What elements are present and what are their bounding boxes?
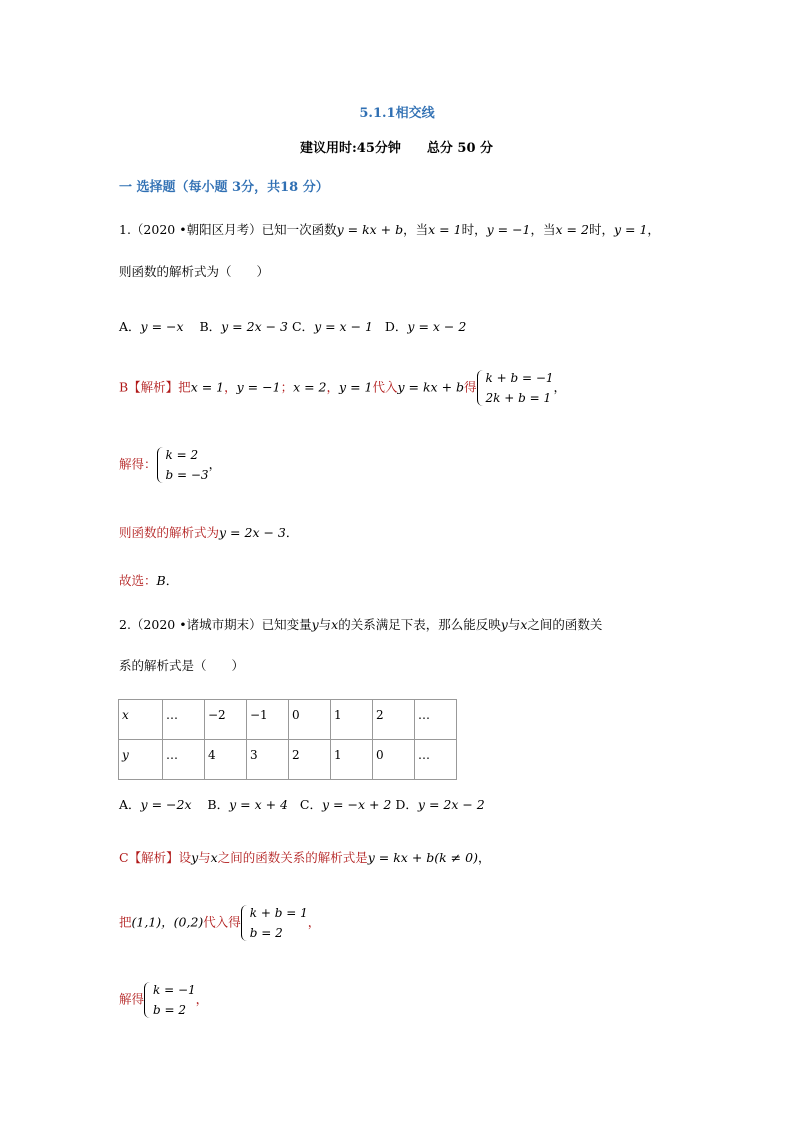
q2-substitution: 把(1,1)，(0,2)代入得 k + b = 1 b = 2 ， [119, 903, 320, 943]
q1-equation-system: k + b = −1 2k + b = 1 [477, 368, 554, 408]
q2-option-d: D．y = 2x − 2 [395, 797, 485, 812]
q1-solution-system: k = 2 b = −3 [157, 445, 209, 485]
table-cell: … [163, 700, 205, 740]
q2-solve: 解得 k = −1 b = 2 ， [119, 980, 208, 1020]
q2-stem-line1: 2.（2020 •诸城市期末）已知变量y与x的关系满足下表，那么能反映y与x之间的函数关 [119, 617, 603, 632]
q2-options [119, 795, 485, 813]
q1-stem-line2: 则函数的解析式为（ ） [119, 264, 270, 279]
q1-option-c: C．y = x − 1 [291, 319, 373, 334]
subtitle [300, 137, 493, 156]
table-cell: … [415, 740, 457, 780]
suggested-time: 建议用时:45分钟 [300, 141, 401, 156]
table-cell: 3 [247, 740, 289, 780]
table-row [119, 700, 457, 740]
xy-value-table [118, 699, 457, 780]
table-cell: 1 [331, 740, 373, 780]
section-heading: 一 选择题（每小题 3分，共18 分） [119, 180, 329, 195]
table-cell: 0 [373, 740, 415, 780]
table-cell: 2 [373, 700, 415, 740]
table-cell: −2 [205, 700, 247, 740]
q1-stem-line1: 1.（2020 •朝阳区月考）已知一次函数y = kx + b，当x = 1时，y = −1，当x = 2时，y = 1， [119, 222, 660, 237]
q1-result: 则函数的解析式为y = 2x − 3． [119, 525, 299, 540]
q2-option-b: B．y = x + 4 [207, 797, 288, 812]
q1-solve: 解得： k = 2 b = −3 ， [119, 445, 221, 485]
q1-analysis: B【解析】把x = 1，y = −1；x = 2，y = 1代入y = kx + b得 k + b = −1 2k + b = 1 ， [119, 368, 566, 408]
q2-equation-system: k + b = 1 b = 2 [241, 903, 308, 943]
table-cell: 1 [331, 700, 373, 740]
q2-stem-line2: 系的解析式是（ ） [119, 658, 245, 673]
page-title: 5.1.1相交线 [359, 106, 435, 121]
q2-option-a: A．y = −2x [119, 797, 192, 812]
table-cell: x [119, 700, 163, 740]
q1-options [119, 317, 466, 335]
q1-choose: 故选：B． [119, 573, 179, 588]
table-cell: … [163, 740, 205, 780]
q2-option-c: C．y = −x + 2 [299, 797, 392, 812]
table-cell: 4 [205, 740, 247, 780]
q2-analysis: C【解析】设y与x之间的函数关系的解析式是y = kx + b(k ≠ 0)， [119, 850, 491, 865]
table-cell: … [415, 700, 457, 740]
q1-option-d: D．y = x − 2 [384, 319, 467, 334]
table-cell: y [119, 740, 163, 780]
q1-option-b: B．y = 2x − 3 [199, 319, 288, 334]
q2-solution-system: k = −1 b = 2 [144, 980, 196, 1020]
table-cell: 2 [289, 740, 331, 780]
table-cell: 0 [289, 700, 331, 740]
q1-option-a: A．y = −x [119, 319, 184, 334]
table-cell: −1 [247, 700, 289, 740]
total-score: 总分 50 分 [426, 141, 494, 156]
table-row [119, 740, 457, 780]
